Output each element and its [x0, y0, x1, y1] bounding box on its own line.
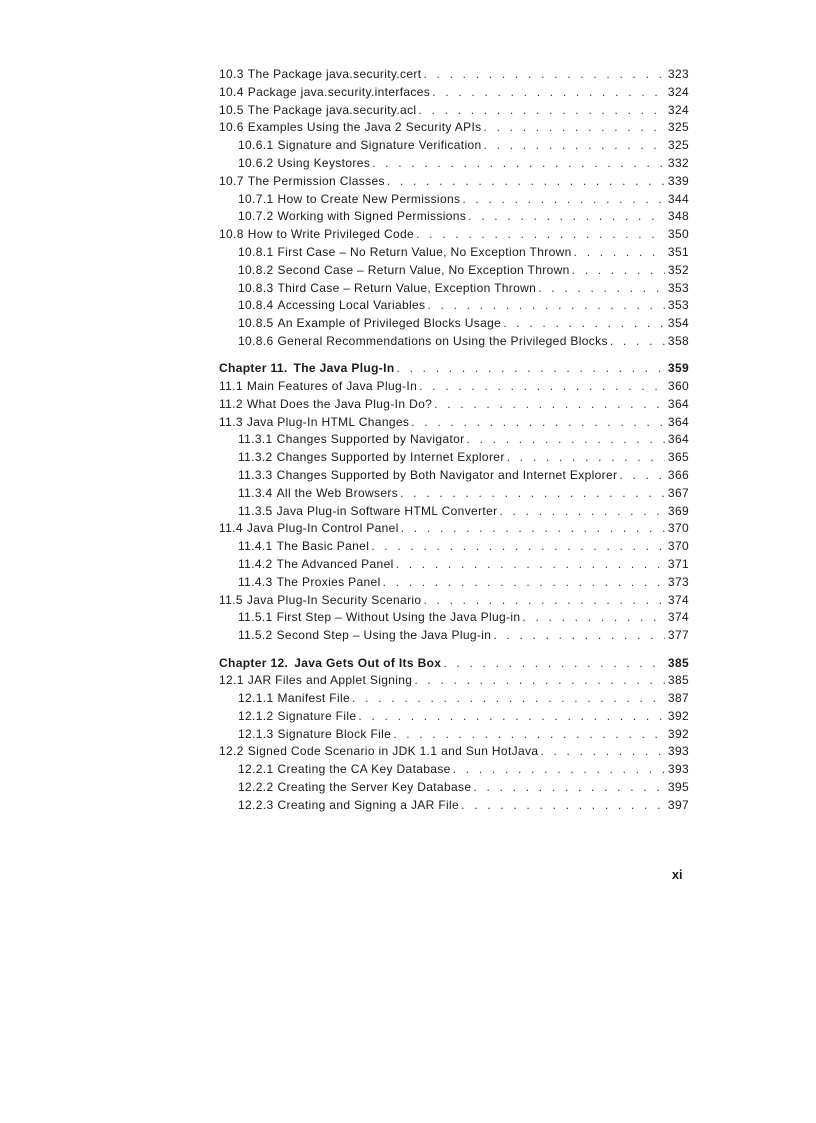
toc-entry: 12.2.1 Creating the CA Key Database . . . 393	[219, 761, 689, 779]
toc-entry: 10.3 The Package java.security.cert . . . 323	[219, 66, 689, 84]
dot-leader	[411, 414, 665, 432]
dot-leader	[473, 779, 664, 797]
dot-leader	[540, 743, 665, 761]
toc-entry: 10.7 The Permission Classes . . . 339	[219, 173, 689, 191]
toc-entry: 10.8 How to Write Privileged Code . . . 350	[219, 226, 689, 244]
dot-leader	[610, 333, 666, 351]
dot-leader	[358, 708, 665, 726]
dot-leader	[397, 360, 665, 378]
dot-leader	[383, 574, 665, 592]
toc-entry: 12.2.3 Creating and Signing a JAR File . . . 397	[219, 797, 689, 815]
dot-leader	[493, 627, 665, 645]
dot-leader	[538, 280, 665, 298]
dot-leader	[484, 119, 665, 137]
toc-entry: 12.1.1 Manifest File . . . 387	[219, 690, 689, 708]
toc-entry: 10.8.1 First Case – No Return Value, No Exception Thrown . . . 351	[219, 244, 689, 262]
toc-entry: 12.1.2 Signature File . . . 392	[219, 708, 689, 726]
toc-entry: 11.3.5 Java Plug-in Software HTML Converter . . . 369	[219, 503, 689, 521]
dot-leader	[507, 449, 665, 467]
dot-leader	[461, 797, 665, 815]
toc-entry: 11.5.2 Second Step – Using the Java Plug-in . . . 377	[219, 627, 689, 645]
page-number: xi	[672, 868, 683, 882]
dot-leader	[352, 690, 665, 708]
dot-leader	[387, 173, 665, 191]
dot-leader	[423, 592, 664, 610]
toc-entry: 10.6 Examples Using the Java 2 Security APIs . . . 325	[219, 119, 689, 137]
dot-leader	[484, 137, 665, 155]
dot-leader	[468, 208, 665, 226]
dot-leader	[427, 297, 665, 315]
toc-entry: 12.2 Signed Code Scenario in JDK 1.1 and Sun HotJava . . . 393	[219, 743, 689, 761]
dot-leader	[522, 609, 665, 627]
toc-entry: 11.3.3 Changes Supported by Both Navigator and Internet Explorer . . . 366	[219, 467, 689, 485]
dot-leader	[393, 726, 665, 744]
dot-leader	[462, 191, 665, 209]
dot-leader	[419, 378, 665, 396]
toc-entry: 10.4 Package java.security.interfaces . . . 324	[219, 84, 689, 102]
toc-entry: 11.4 Java Plug-In Control Panel . . . 370	[219, 520, 689, 538]
toc-entry: 10.8.3 Third Case – Return Value, Exception Thrown . . . 353	[219, 280, 689, 298]
toc-entry: 11.4.2 The Advanced Panel . . . 371	[219, 556, 689, 574]
toc-entry: 12.2.2 Creating the Server Key Database . . . 395	[219, 779, 689, 797]
dot-leader	[372, 155, 665, 173]
toc-entry: 11.3.4 All the Web Browsers . . . 367	[219, 485, 689, 503]
dot-leader	[416, 226, 665, 244]
toc-chapter: Chapter 11. The Java Plug-In . . . 359	[219, 360, 689, 378]
toc-entry: 12.1 JAR Files and Applet Signing . . . 385	[219, 672, 689, 690]
dot-leader	[396, 556, 665, 574]
toc-entry: 11.3.2 Changes Supported by Internet Explorer . . . 365	[219, 449, 689, 467]
dot-leader	[499, 503, 664, 521]
dot-leader	[401, 520, 665, 538]
dot-leader	[432, 84, 665, 102]
dot-leader	[414, 672, 665, 690]
toc-entry: 10.8.5 An Example of Privileged Blocks Usage . . . 354	[219, 315, 689, 333]
toc-entry: 12.1.3 Signature Block File . . . 392	[219, 726, 689, 744]
toc-chapter: Chapter 12. Java Gets Out of Its Box . . . 385	[219, 655, 689, 673]
toc-entry: 10.8.4 Accessing Local Variables . . . 353	[219, 297, 689, 315]
dot-leader	[443, 655, 665, 673]
dot-leader	[467, 431, 665, 449]
toc-entry: 11.1 Main Features of Java Plug-In . . . 360	[219, 378, 689, 396]
toc-entry: 10.8.2 Second Case – Return Value, No Exception Thrown . . . 352	[219, 262, 689, 280]
dot-leader	[371, 538, 665, 556]
toc-entry: 11.3.1 Changes Supported by Navigator . . . 364	[219, 431, 689, 449]
toc-entry: 10.5 The Package java.security.acl . . . 324	[219, 102, 689, 120]
dot-leader	[503, 315, 665, 333]
toc-entry: 10.8.6 General Recommendations on Using the Privileged Blocks . . . 358	[219, 333, 689, 351]
toc-entry: 11.5 Java Plug-In Security Scenario . . . 374	[219, 592, 689, 610]
dot-leader	[418, 102, 664, 120]
toc-entry: 11.2 What Does the Java Plug-In Do? . . . 364	[219, 396, 689, 414]
table-of-contents	[219, 66, 689, 815]
toc-entry: 10.7.1 How to Create New Permissions . . . 344	[219, 191, 689, 209]
toc-entry: 10.6.1 Signature and Signature Verification . . . 325	[219, 137, 689, 155]
dot-leader	[400, 485, 665, 503]
dot-leader	[423, 66, 664, 84]
toc-entry: 11.3 Java Plug-In HTML Changes . . . 364	[219, 414, 689, 432]
toc-entry: 10.7.2 Working with Signed Permissions . . . 348	[219, 208, 689, 226]
toc-entry: 11.4.3 The Proxies Panel . . . 373	[219, 574, 689, 592]
toc-entry: 11.4.1 The Basic Panel . . . 370	[219, 538, 689, 556]
toc-entry: 10.6.2 Using Keystores . . . 332	[219, 155, 689, 173]
dot-leader	[619, 467, 666, 485]
dot-leader	[453, 761, 665, 779]
dot-leader	[434, 396, 665, 414]
toc-entry: 11.5.1 First Step – Without Using the Java Plug-in . . . 374	[219, 609, 689, 627]
dot-leader	[574, 244, 665, 262]
dot-leader	[572, 262, 665, 280]
